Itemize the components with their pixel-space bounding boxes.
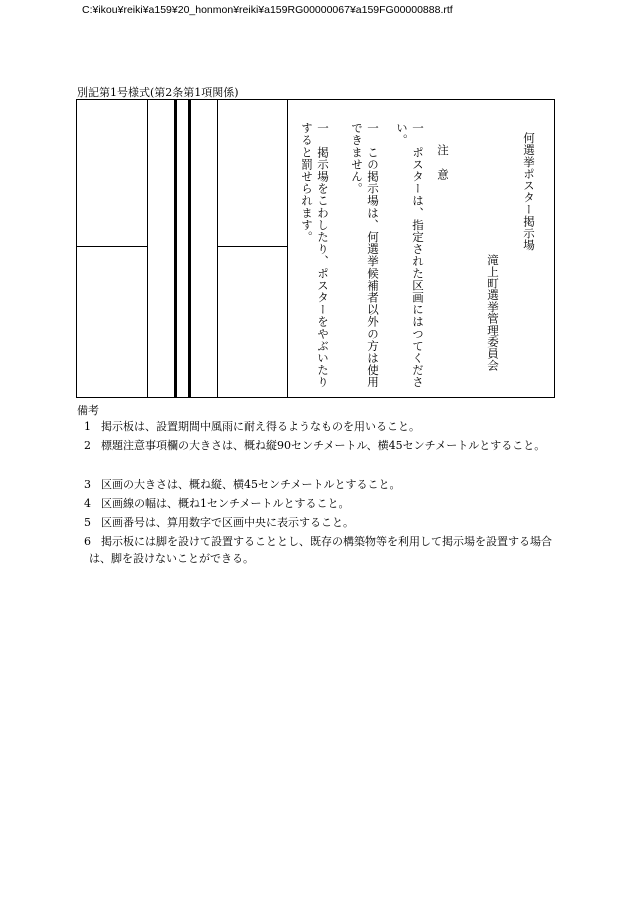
note-text: 区画番号は、算用数字で区画中央に表示すること。 — [101, 516, 354, 529]
note-text: 標題注意事項欄の大きさは、概ね縦90センチメートル、横45センチメートルとすること。 — [101, 439, 546, 452]
grid-line — [147, 100, 148, 397]
caution-label: 注 意 — [436, 144, 450, 181]
poster-board-diagram — [76, 99, 555, 398]
note-text: 区画線の幅は、概ね1センチメートルとすること。 — [101, 497, 350, 510]
thick-divider-line — [174, 100, 177, 397]
caution-item-1-line-1: 一 ポスターは、指定された区画にはつてくださ — [411, 122, 425, 389]
note-number: 5 — [84, 516, 91, 529]
caution-item-3-line-1: 一 掲示場をこわしたり、ポスターをやぶいたり — [316, 122, 330, 389]
thick-divider-line — [188, 100, 191, 397]
notice-panel — [287, 100, 554, 397]
grid-line — [217, 100, 218, 397]
issuer-name: 滝上町選挙管理委員会 — [486, 254, 500, 371]
note-number: 6 — [84, 535, 91, 548]
note-text: 掲示板には脚を設けて設置することとし、既存の構築物等を利用して掲示場を設置する場合は、脚を設けないことができる。 — [89, 535, 552, 565]
grid-line — [217, 246, 287, 247]
note-number: 3 — [84, 478, 91, 491]
grid-line — [77, 246, 147, 247]
file-path: C:¥ikou¥reiki¥a159¥20_honmon¥reiki¥a159RG00000067¥a159FG00000888.rtf — [82, 4, 453, 16]
caution-item-1-line-2: い。 — [395, 122, 409, 147]
note-item — [84, 437, 557, 454]
note-number: 4 — [84, 497, 91, 510]
note-item — [84, 533, 557, 567]
note-text: 掲示板は、設置期間中風雨に耐え得るようなものを用いること。 — [101, 420, 420, 433]
caution-item-2-line-1: 一 この掲示場は、何選挙候補者以外の方は使用 — [366, 122, 380, 389]
note-text: 区画の大きさは、概ね縦、横45センチメートルとすること。 — [101, 478, 401, 491]
notes-heading: 備考 — [77, 404, 99, 417]
note-item — [84, 514, 557, 531]
form-title: 別記第1号様式(第2条第1項関係) — [77, 86, 239, 99]
note-item — [84, 495, 557, 512]
notice-heading: 何選挙ポスター掲示場 — [522, 132, 536, 251]
note-number: 2 — [84, 439, 91, 452]
caution-item-3-line-2: すると罰せられます。 — [300, 122, 314, 243]
caution-item-2-line-2: できません。 — [350, 122, 364, 195]
note-item — [84, 476, 557, 493]
note-item — [84, 418, 557, 435]
note-number: 1 — [84, 420, 91, 433]
